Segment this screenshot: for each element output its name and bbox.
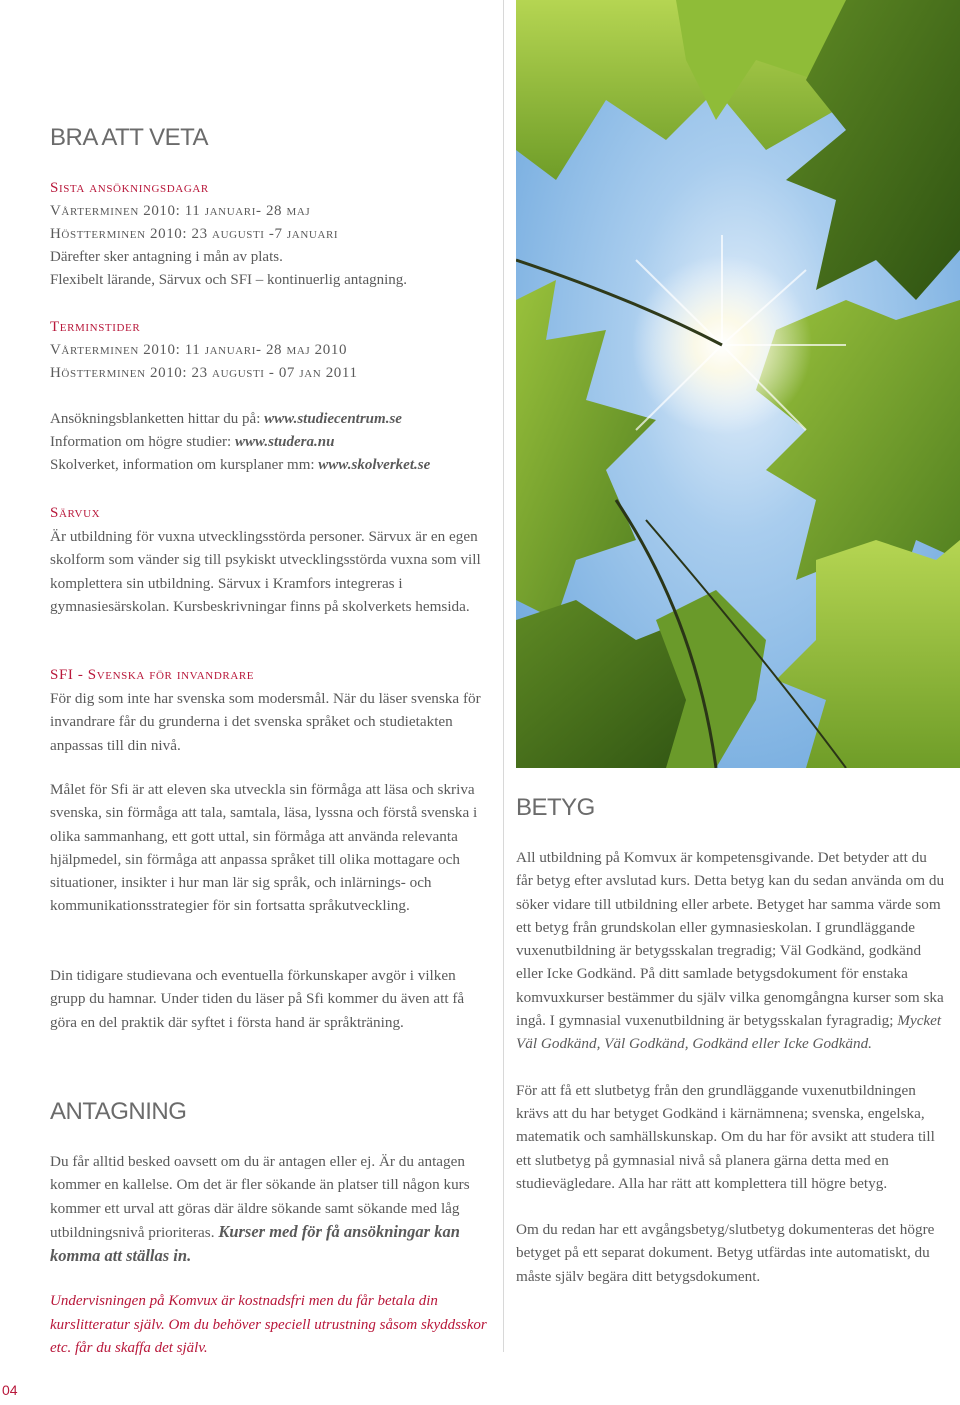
links-block (50, 408, 500, 477)
sfi-goal-text: Målet för Sfi är att eleven ska utveckla sin förmåga att läsa och skriva svenska, sin förmåga att tala, samtala, läsa, lyssna och förstå svenska i olika sammanhang, ett gott uttal, sin förmåga att använda relevanta hjälpmedel, sin förmåga att anpassa språket till olika mottagare och situationer, insikter i hur man lär sig språk, och inlärnings- och kommunikationsstrategier för sin fortsatta språkutveckling. (50, 781, 478, 915)
link-studera[interactable]: www.studera.nu (234, 434, 335, 450)
sfi-group-text: Din tidigare studievana och eventuella förkunskaper avgör i vilken grupp du hamnar. Under tiden du läser på Sfi kommer du även att få göra en del praktik där syftet i första hand är språkträning. (50, 967, 465, 1031)
cost-note: Undervisningen på Komvux är kostnadsfri men du får betala din kurslitteratur själv. Om du behöver speciell utrustning såsom skyddsskor etc. får du skaffa det själv. (50, 1293, 487, 1356)
link-label: Ansökningsblanketten hittar du på: (50, 411, 265, 427)
section-title-antagning: ANTAGNING (50, 1098, 187, 1125)
link-skolverket[interactable]: www.skolverket.se (318, 457, 431, 473)
betyg-para1-text: All utbildning på Komvux är kompetensgivande. Det betyder att du får betyg efter avslutad kurs. Detta betyg kan du sedan använda om du söker vidare till utbildning eller arbete. Betyget har samma värde som ett betyg från grundskolan eller gymnasieskolan. I grundläggande vuxenutbildning är betygsskalan tregradig; Väl Godkänd, godkänd eller Icke Godkänd. På ditt samlade betygsdokument för enstaka komvuxkurser bestämmer du själv vilka genomgångna kurser som ska ingå. I gymnasial vuxenutbildning är betygsskalan fyragradig; (516, 849, 945, 1030)
link-studiecentrum[interactable]: www.studiecentrum.se (264, 411, 402, 427)
term-spring: Vårterminen 2010: 11 januari- 28 maj 2010 (50, 342, 348, 358)
betyg-para2: För att få ett slutbetyg från den grundläggande vuxenutbildningen krävs att du har betyget Godkänd i kärnämnena; svenska, engelska, matematik och samhällskunskap. Om du har för avsikt att studera till ett slutbetyg på gymnasial nivå så planera gärna detta med en studievägledare. Alla har rätt att komplettera till högre betyg. (516, 1081, 935, 1192)
betyg-section (516, 794, 946, 1288)
link-row-skolverket (50, 454, 500, 477)
section-title-betyg: BETYG (516, 794, 595, 821)
leaves-sunlight-photo (516, 0, 960, 768)
betyg-para1 (516, 846, 946, 1056)
betyg-para3: Om du redan har ett avgångsbetyg/slutbetyg dokumenteras det högre betyget på ett separat dokument. Betyg utfärdas inte automatiskt, du måste själv begära ditt betygsdokument. (516, 1221, 935, 1285)
sfi-block (50, 664, 500, 757)
deadline-note: Därefter sker antagning i mån av plats. (50, 249, 283, 265)
link-label: Information om högre studier: (50, 434, 235, 450)
betyg-scale-italic: Mycket Väl Godkänd, Väl Godkänd, Godkänd eller Icke Godkänd. (516, 1012, 942, 1053)
term-autumn: Höstterminen 2010: 23 augusti - 07 jan 2011 (50, 365, 358, 381)
link-row-higher-studies (50, 431, 500, 454)
deadline-continuous: Flexibelt lärande, Särvux och SFI – kontinuerlig antagning. (50, 272, 408, 288)
sfi-heading: SFI - Svenska för invandrare (50, 667, 255, 683)
antagning-text (50, 1150, 490, 1268)
sfi-text: För dig som inte har svenska som modersmål. När du läser svenska för invandrare får du grunderna i det svenska språket och studietakten anpassas till din nivå. (50, 690, 481, 754)
column-divider (503, 0, 504, 1352)
antagning-body: Du får alltid besked oavsett om du är antagen eller ej. Är du antagen kommer en kallelse. Om det är fler sökande än platser till någon kurs kommer ett urval att göras där äldre sökande samt sökande med låg utbildningsnivå prioriteras. (50, 1153, 470, 1241)
antagning-emphasis: Kurser med för få ansökningar kan komma att ställas in. (50, 1221, 460, 1266)
sarvux-text: Är utbildning för vuxna utvecklingsstörda personer. Särvux är en egen skolform som vänder sig till psykiskt utvecklingsstörda vuxna som vill komplettera sin utbildning. Särvux i Kramfors integreras i gymnasiesärskolan. Kursbeskrivningar finns på skolverkets hemsida. (50, 528, 481, 615)
section-title-bra-att-veta: BRA ATT VETA (50, 124, 209, 151)
page-number: 04 (2, 1382, 18, 1398)
term-dates-heading: Terminstider (50, 319, 141, 335)
deadline-spring: Vårterminen 2010: 11 januari- 28 maj (50, 203, 311, 219)
sarvux-heading: Särvux (50, 505, 101, 521)
deadline-autumn: Höstterminen 2010: 23 augusti -7 januari (50, 226, 339, 242)
deadline-block (50, 177, 500, 292)
link-row-application (50, 408, 500, 431)
sarvux-block (50, 502, 500, 618)
deadline-heading: Sista ansökningsdagar (50, 180, 209, 196)
term-dates-block (50, 316, 500, 385)
link-label: Skolverket, information om kursplaner mm: (50, 457, 319, 473)
